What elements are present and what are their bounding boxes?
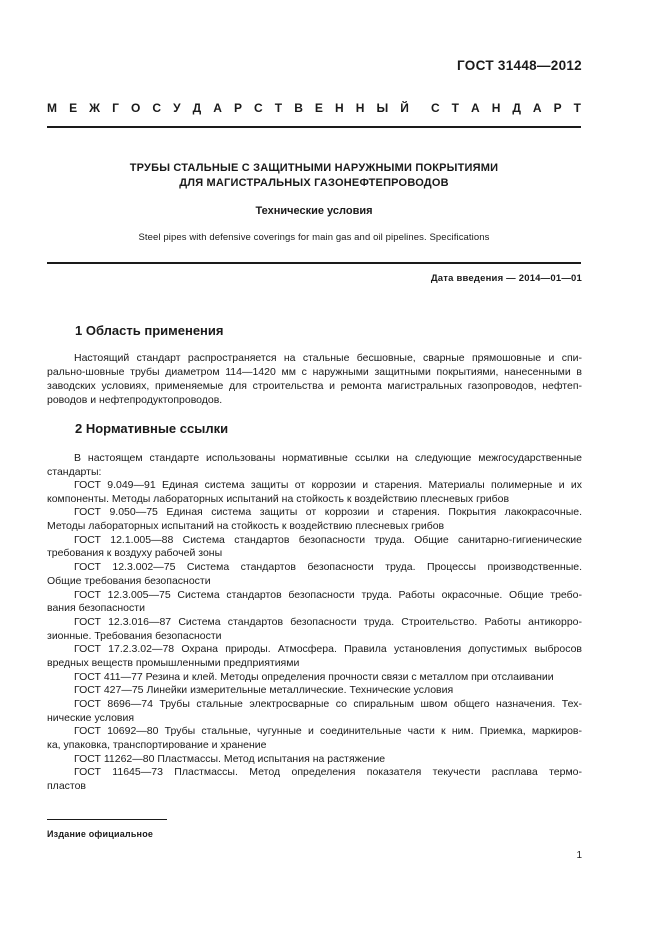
document-title xyxy=(47,161,581,191)
reference-line: вания безопасности xyxy=(47,602,145,615)
title-line-1: ТРУБЫ СТАЛЬНЫЕ С ЗАЩИТНЫМИ НАРУЖНЫМИ ПОКРЫТИЯМИ xyxy=(129,162,499,174)
section-2-heading: 2 Нормативные ссылки xyxy=(75,421,229,436)
reference-line: компоненты. Методы лабораторных испытаний на стойкость к воздействию плесневых грибов xyxy=(47,492,510,505)
reference-item xyxy=(47,753,582,767)
reference-line: ГОСТ 9.050—75 Единая система защиты от коррозии и старения. Покрытия лакокрасочные. xyxy=(74,506,582,519)
reference-line: ГОСТ 411—77 Резина и клей. Методы определения прочности связи с металлом при отслаивании xyxy=(74,670,554,683)
reference-item xyxy=(47,561,582,588)
reference-line: Общие требования безопасности xyxy=(47,574,211,587)
reference-item xyxy=(47,643,582,670)
normative-references-list xyxy=(47,479,582,794)
reference-item xyxy=(47,766,582,793)
reference-line: ГОСТ 9.049—91 Единая система защиты от коррозии и старения. Материалы полимерные и их xyxy=(74,479,582,491)
title-rule xyxy=(47,262,581,264)
reference-line: зионные. Требования безопасности xyxy=(47,629,222,642)
reference-line: ГОСТ 427—75 Линейки измерительные металлические. Технические условия xyxy=(74,684,454,697)
reference-item xyxy=(47,725,582,752)
reference-line: ГОСТ 12.3.002—75 Система стандартов безопасности труда. Процессы производственные. xyxy=(74,561,582,574)
section-1-line: роводов и нефтепродуктопроводов. xyxy=(47,394,223,406)
reference-item xyxy=(47,684,582,698)
reference-line: пластов xyxy=(47,780,87,793)
reference-line: Методы лабораторных испытаний на стойкость к воздействию плесневых грибов xyxy=(47,520,445,533)
reference-line: ГОСТ 10692—80 Трубы стальные, чугунные и соединительные части к ним. Приемка, маркиров- xyxy=(74,725,582,738)
reference-item xyxy=(47,589,582,616)
reference-item xyxy=(47,698,582,725)
reference-line: ГОСТ 12.1.005—88 Система стандартов безопасности труда. Общие санитарно-гигиенические xyxy=(74,533,582,546)
reference-line: ГОСТ 11645—73 Пластмассы. Метод определения показателя текучести расплава термо- xyxy=(74,766,582,779)
reference-line: вредных веществ промышленными предприятиями xyxy=(47,656,300,669)
title-line-2: ДЛЯ МАГИСТРАЛЬНЫХ ГАЗОНЕФТЕПРОВОДОВ xyxy=(179,177,449,189)
interstate-standard-banner xyxy=(47,101,581,115)
section-2-intro xyxy=(47,451,582,479)
header-rule xyxy=(47,126,581,128)
reference-item xyxy=(47,616,582,643)
document-subtitle: Технические условия xyxy=(255,205,373,217)
reference-line: ГОСТ 17.2.3.02—78 Охрана природы. Атмосфера. Правила установления допустимых выбросов xyxy=(74,643,582,656)
standard-number: ГОСТ 31448—2012 xyxy=(457,58,582,73)
reference-item xyxy=(47,534,582,561)
section-1-line: рально-шовные трубы диаметром 114—1420 мм с наружными защитными покрытиями, нанесенными в xyxy=(47,366,582,378)
section-1-paragraph xyxy=(47,351,582,407)
section-2-intro-line: стандарты: xyxy=(47,466,102,478)
reference-line: требования к воздуху рабочей зоны xyxy=(47,547,223,560)
reference-line: ГОСТ 8696—74 Трубы стальные электросварные со спиральным швом общего назначения. Тех- xyxy=(74,698,582,710)
reference-item xyxy=(47,479,582,506)
reference-line: ГОСТ 12.3.016—87 Система стандартов безопасности труда. Строительство. Работы антикорро- xyxy=(74,615,582,628)
footer-rule xyxy=(47,819,167,820)
section-1-line: заводских условиях, применяемые для строительства и ремонта магистральных газопроводов, нефтеп- xyxy=(47,380,582,392)
interstate-word: М Е Ж Г О С У Д А Р С Т В Е Н Н Ы Й xyxy=(47,101,409,115)
reference-line: ГОСТ 12.3.005—75 Система стандартов безопасности труда. Работы окрасочные. Общие требо- xyxy=(74,588,582,601)
official-edition-label: Издание официальное xyxy=(47,829,154,839)
english-title: Steel pipes with defensive coverings for main gas and oil pipelines. Specifications xyxy=(138,232,490,243)
interstate-word: С Т А Н Д А Р Т xyxy=(431,101,581,115)
page-number: 1 xyxy=(576,850,582,861)
reference-item xyxy=(47,671,582,685)
section-2-intro-line: В настоящем стандарте использованы нормативные ссылки на следующие межгосударственные xyxy=(74,452,582,464)
reference-line: нические условия xyxy=(47,711,135,724)
section-1-line: Настоящий стандарт распространяется на стальные бесшовные, сварные прямошовные и спи- xyxy=(74,352,582,364)
reference-line: ка, упаковка, транспортирование и хранение xyxy=(47,739,267,752)
section-1-heading: 1 Область применения xyxy=(75,323,224,338)
introduction-date: Дата введения — 2014—01—01 xyxy=(430,273,582,284)
reference-line: ГОСТ 11262—80 Пластмассы. Метод испытания на растяжение xyxy=(74,752,386,765)
reference-item xyxy=(47,506,582,533)
